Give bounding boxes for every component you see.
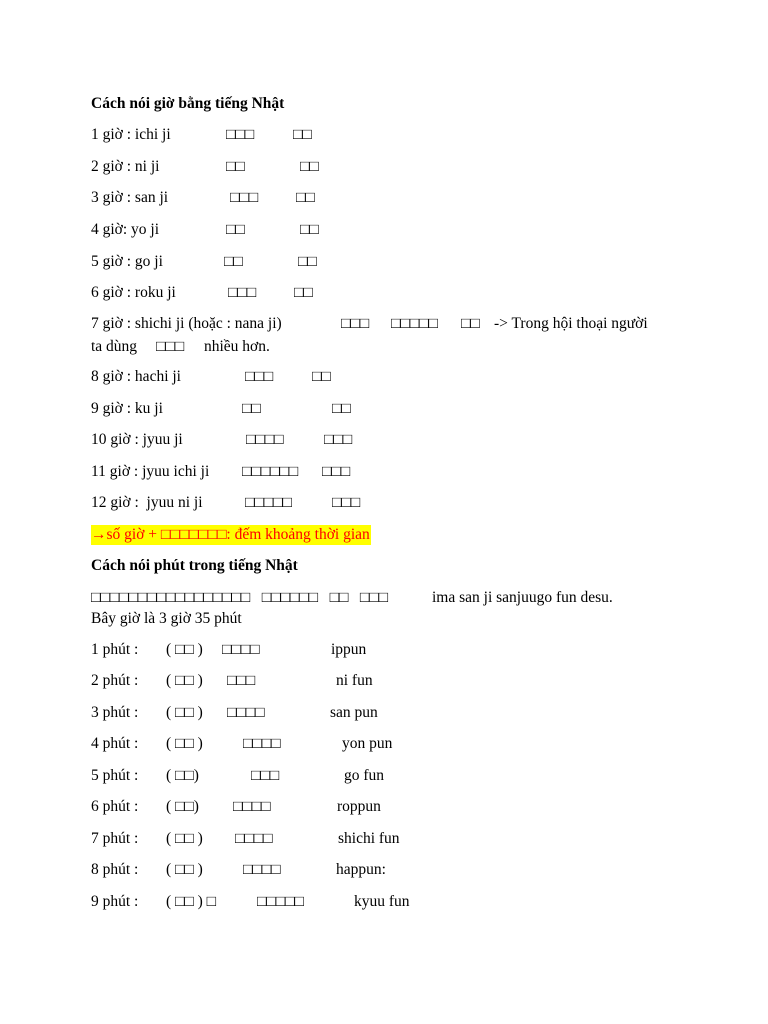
minute-kanji: ( □□ )	[166, 735, 203, 752]
example-meaning: Bây giờ là 3 giờ 35 phút	[91, 610, 242, 627]
minute-romaji: ni fun	[336, 672, 373, 689]
hour-label: 9 giờ : ku ji	[91, 400, 163, 417]
hour-kanji: □□	[296, 189, 315, 206]
hour-label: 12 giờ : jyuu ni ji	[91, 494, 203, 511]
hour-kana: □□	[242, 400, 261, 417]
minute-label: 6 phút :	[91, 798, 139, 815]
minute-kana: □□□□	[222, 641, 260, 658]
hour-label: 11 giờ : jyuu ichi ji	[91, 463, 210, 480]
heading-minutes: Cách nói phút trong tiếng Nhật	[91, 557, 298, 574]
minute-romaji: shichi fun	[338, 830, 400, 847]
duration-note	[91, 525, 371, 545]
hour-kana: □□	[226, 221, 245, 238]
hour-kana: □□	[224, 253, 243, 270]
hour-kanji: □□	[293, 126, 312, 143]
minute-label: 9 phút :	[91, 893, 139, 910]
hour-kana-alt: □□□□□	[391, 315, 438, 332]
hour-kanji: □□	[300, 221, 319, 238]
hour-kana: □□□	[230, 189, 259, 206]
hour-label: 5 giờ : go ji	[91, 253, 163, 270]
minute-kanji: ( □□ )	[166, 672, 203, 689]
minute-kana: □□□□	[233, 798, 271, 815]
hour-kanji: □□	[300, 158, 319, 175]
minute-romaji: go fun	[344, 767, 385, 784]
hour-label: 10 giờ : jyuu ji	[91, 431, 183, 448]
hour-kanji: □□	[461, 315, 480, 332]
minute-romaji: roppun	[337, 798, 381, 815]
hour-label: 1 giờ : ichi ji	[91, 126, 171, 143]
minute-label: 1 phút :	[91, 641, 139, 658]
arrow-right-icon: →	[91, 526, 107, 543]
minute-kana: □□□□	[235, 830, 273, 847]
example-japanese: □□□□□□□□□□□□□□□□□ □□□□□□ □□ □□□	[91, 589, 389, 606]
hour-label: 6 giờ : roku ji	[91, 284, 176, 301]
heading-hours: Cách nói giờ bằng tiếng Nhật	[91, 95, 285, 112]
hour-kana: □□□□□□	[242, 463, 299, 480]
hour-kana: □□□	[228, 284, 257, 301]
minute-label: 4 phút :	[91, 735, 139, 752]
duration-note-text: số giờ + □□□□□□□: đếm khoảng thời gian	[106, 526, 370, 543]
minute-romaji: kyuu fun	[354, 893, 410, 910]
minute-romaji: happun:	[336, 861, 386, 878]
hour-kana: □□□	[341, 315, 370, 332]
minute-kanji: ( □□)	[166, 798, 199, 815]
hour-kanji: □□□	[324, 431, 353, 448]
minute-label: 8 phút :	[91, 861, 139, 878]
minute-kanji: ( □□ )	[166, 861, 203, 878]
hour-kana: □□	[226, 158, 245, 175]
hour-label: 4 giờ: yo ji	[91, 221, 160, 238]
hour-kanji: □□□	[332, 494, 361, 511]
hour-kanji: □□	[312, 368, 331, 385]
hour-label: 3 giờ : san ji	[91, 189, 169, 206]
hour-kanji: □□	[294, 284, 313, 301]
minute-kanji: ( □□ ) □	[166, 893, 217, 910]
minute-romaji: yon pun	[342, 735, 393, 752]
minute-label: 5 phút :	[91, 767, 139, 784]
minute-romaji: ippun	[331, 641, 367, 658]
minute-label: 2 phút :	[91, 672, 139, 689]
minute-romaji: san pun	[330, 704, 378, 721]
minute-label: 7 phút :	[91, 830, 139, 847]
minute-kanji: ( □□ )	[166, 641, 203, 658]
minute-kana: □□□	[251, 767, 280, 784]
hour-kana: □□□	[245, 368, 274, 385]
minute-kanji: ( □□ )	[166, 704, 203, 721]
hour-kanji: □□□	[322, 463, 351, 480]
minute-kana: □□□□	[243, 861, 281, 878]
hour-label: 2 giờ : ni ji	[91, 158, 160, 175]
minute-kanji: ( □□)	[166, 767, 199, 784]
hour-kanji: □□	[332, 400, 351, 417]
hour-label: 8 giờ : hachi ji	[91, 368, 181, 385]
hour-note-suffix: nhiều hơn.	[204, 338, 270, 355]
minute-kana: □□□□	[227, 704, 265, 721]
hour-kana: □□□□	[246, 431, 284, 448]
minute-kanji: ( □□ )	[166, 830, 203, 847]
minute-label: 3 phút :	[91, 704, 139, 721]
hour-note-prefix: ta dùng	[91, 338, 138, 355]
hour-kanji: □□	[298, 253, 317, 270]
minute-kana: □□□	[227, 672, 256, 689]
hour-kana: □□□	[226, 126, 255, 143]
minute-kana: □□□□□	[257, 893, 304, 910]
hour-note-kana: □□□	[156, 338, 185, 355]
hour-note: -> Trong hội thoại người	[494, 315, 648, 332]
hour-label: 7 giờ : shichi ji (hoặc : nana ji)	[91, 315, 282, 332]
minute-kana: □□□□	[243, 735, 281, 752]
example-romaji: ima san ji sanjuugo fun desu.	[432, 589, 613, 606]
hour-kana: □□□□□	[245, 494, 292, 511]
